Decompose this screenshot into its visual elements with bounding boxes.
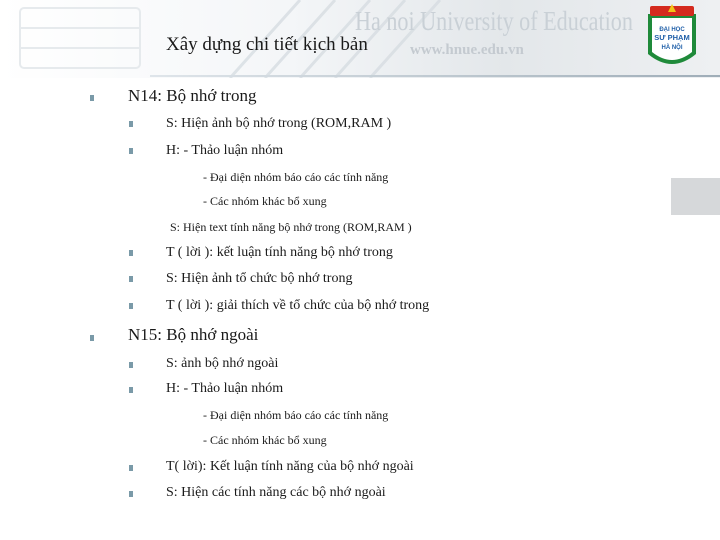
section-heading-n14: N14: Bộ nhớ trong xyxy=(128,86,257,105)
sub-item: - Các nhóm khác bổ xung xyxy=(203,433,327,447)
sub-item: - Đại diện nhóm báo cáo các tính năng xyxy=(203,170,389,184)
list-item: T( lời): Kết luận tính năng của bộ nhớ ngoài xyxy=(166,459,414,474)
list-item: S: Hiện ảnh tổ chức bộ nhớ trong xyxy=(166,271,353,286)
bullet-icon xyxy=(129,276,133,282)
university-logo xyxy=(642,4,702,74)
bullet-icon xyxy=(90,335,94,341)
bullet-icon xyxy=(129,303,133,309)
bullet-icon xyxy=(129,121,133,127)
header-divider xyxy=(150,75,720,77)
university-url-watermark: www.hnue.edu.vn xyxy=(410,42,524,58)
bullet-icon xyxy=(90,95,94,101)
sub-item: - Đại diện nhóm báo cáo các tính năng xyxy=(203,408,389,422)
logo-text-line2: SƯ PHẠM xyxy=(654,33,690,42)
list-item: T ( lời ): giải thích về tổ chức của bộ nhớ trong xyxy=(166,298,430,313)
bullet-icon xyxy=(129,148,133,154)
list-item: S: Hiện ảnh bộ nhớ trong (ROM,RAM ) xyxy=(166,116,392,131)
list-item: T ( lời ): kết luận tính năng bộ nhớ trong xyxy=(166,245,393,260)
list-item: S: ảnh bộ nhớ ngoài xyxy=(166,356,279,371)
bullet-icon xyxy=(129,387,133,393)
list-item: H: - Thảo luận nhóm xyxy=(166,143,284,158)
slide-title: Xây dựng chi tiết kịch bản xyxy=(166,34,368,55)
list-item: H: - Thảo luận nhóm xyxy=(166,381,284,396)
section-heading-n15: N15: Bộ nhớ ngoài xyxy=(128,325,259,344)
university-watermark: Ha noi University of Education xyxy=(355,6,633,36)
sub-item: - Các nhóm khác bổ xung xyxy=(203,194,327,208)
bullet-icon xyxy=(129,250,133,256)
text-line: S: Hiện text tính năng bộ nhớ trong (ROM,RAM ) xyxy=(170,220,412,234)
list-item: S: Hiện các tính năng các bộ nhớ ngoài xyxy=(166,485,386,500)
bullet-icon xyxy=(129,491,133,497)
side-tab xyxy=(671,178,720,215)
bullet-icon xyxy=(129,465,133,471)
logo-text-line1: ĐẠI HỌC xyxy=(659,27,685,33)
logo-text-line3: HÀ NỘI xyxy=(661,45,683,51)
bullet-icon xyxy=(129,362,133,368)
